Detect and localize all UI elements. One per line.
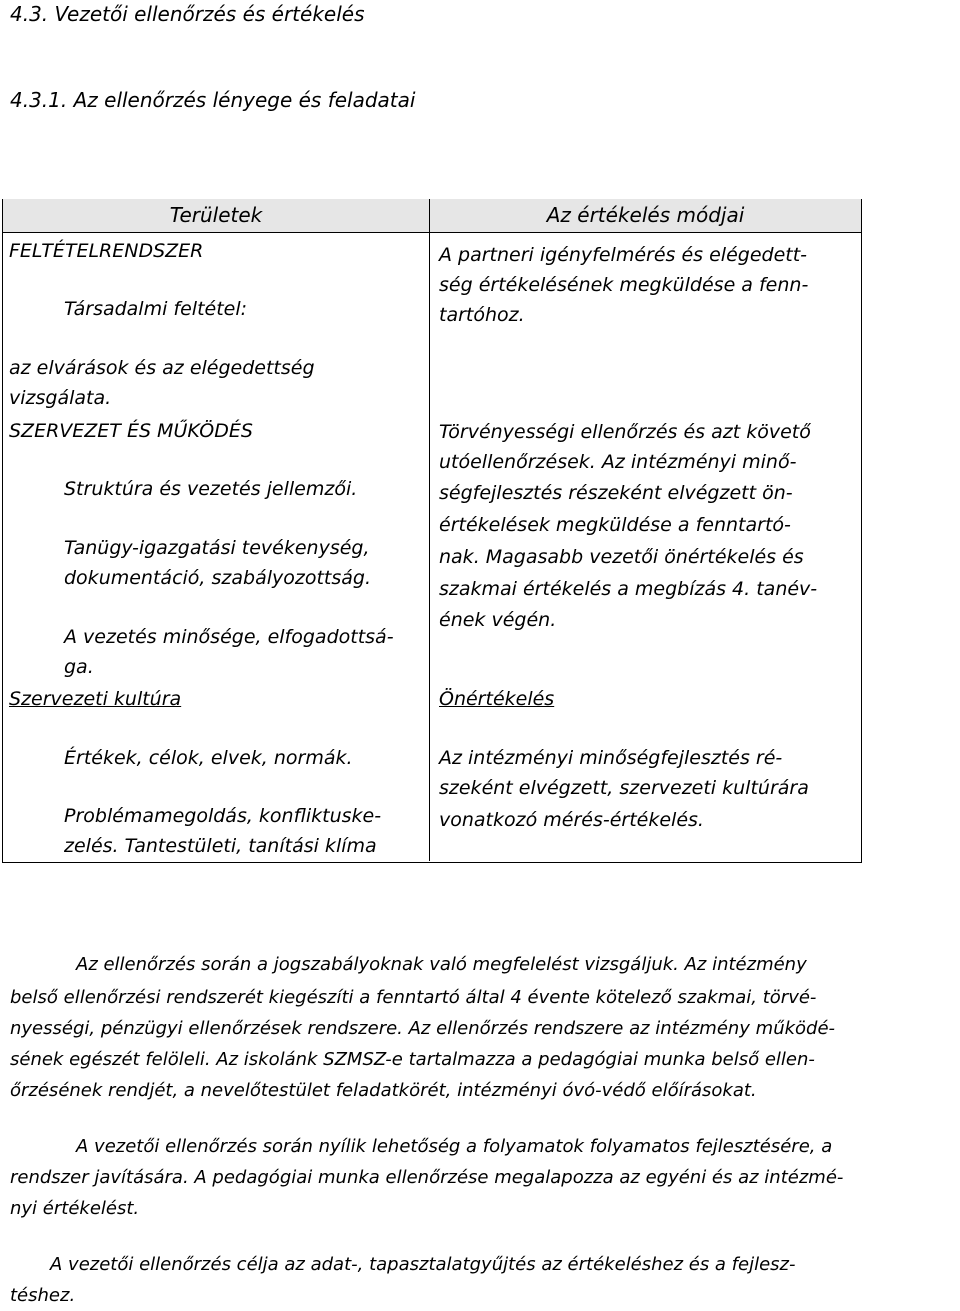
cell-ertekek: Értékek, célok, elvek, normák.	[64, 747, 353, 769]
paragraph-line: A vezetői ellenőrzés során nyílik lehetőség a folyamatok folyamatos fejlesztésére, a	[76, 1136, 833, 1157]
cell-problema-1: Problémamegoldás, konfliktuske-	[64, 805, 382, 827]
cell-szervezet: SZERVEZET ÉS MŰKÖDÉS	[9, 420, 253, 442]
cell-torveny-5: nak. Magasabb vezetői önértékelés és	[439, 546, 804, 568]
cell-vezetes-2: ga.	[64, 656, 94, 678]
paragraph-line: belső ellenőrzési rendszerét kiegészíti a fenntartó által 4 évente kötelező szakmai, törvé-	[10, 987, 817, 1008]
cell-struktura: Struktúra és vezetés jellemzői.	[64, 478, 358, 500]
cell-tanugy-2: dokumentáció, szabályozottság.	[64, 567, 371, 589]
cell-intezmenyi-1: Az intézményi minőségfejlesztés ré-	[439, 747, 783, 769]
cell-torveny-2: utóellenőrzések. Az intézményi minő-	[439, 451, 797, 473]
section-heading: 4.3. Vezetői ellenőrzés és értékelés	[10, 2, 365, 26]
cell-elvarasok-2: vizsgálata.	[9, 387, 112, 409]
cell-partneri-1: A partneri igényfelmérés és elégedett-	[439, 244, 808, 266]
paragraph-line: nyességi, pénzügyi ellenőrzések rendszere. Az ellenőrzés rendszere az intézmény működé-	[10, 1018, 836, 1039]
cell-onertekeles: Önértékelés	[439, 688, 555, 710]
paragraph-line: Az ellenőrzés során a jogszabályoknak való megfelelést vizsgáljuk. Az intézmény	[76, 954, 807, 975]
subsection-heading: 4.3.1. Az ellenőrzés lényege és feladatai	[10, 88, 416, 112]
table-header-right: Az értékelés módjai	[430, 199, 861, 233]
cell-tanugy-1: Tanügy-igazgatási tevékenység,	[64, 537, 370, 559]
paragraph-line: A vezetői ellenőrzés célja az adat-, tapasztalatgyűjtés az értékeléshez és a fejlesz-	[50, 1254, 796, 1275]
cell-torveny-4: értékelések megküldése a fenntartó-	[439, 514, 791, 536]
cell-intezmenyi-3: vonatkozó mérés-értékelés.	[439, 809, 704, 831]
cell-intezmenyi-2: szeként elvégzett, szervezeti kultúrára	[439, 777, 809, 799]
cell-partneri-3: tartóhoz.	[439, 304, 525, 326]
paragraph-line: őrzésének rendjét, a nevelőtestület feladatkörét, intézményi óvó-védő előírásokat.	[10, 1080, 757, 1101]
cell-tarsadalmi: Társadalmi feltétel:	[64, 298, 248, 320]
paragraph-line: sének egészét felöleli. Az iskolánk SZMSZ-e tartalmazza a pedagógiai munka belső ellen-	[10, 1049, 815, 1070]
cell-torveny-1: Törvényességi ellenőrzés és azt követő	[439, 421, 811, 443]
cell-vezetes-1: A vezetés minősége, elfogadottsá-	[64, 626, 394, 648]
paragraph-line: nyi értékelést.	[10, 1198, 140, 1219]
paragraph-line: rendszer javítására. A pedagógiai munka ellenőrzése megalapozza az egyéni és az intézmé-	[10, 1167, 844, 1188]
cell-kultura: Szervezeti kultúra	[9, 688, 182, 710]
cell-partneri-2: ség értékelésének megküldése a fenn-	[439, 274, 809, 296]
cell-elvarasok-1: az elvárások és az elégedettség	[9, 357, 315, 379]
cell-torveny-6: szakmai értékelés a megbízás 4. tanév-	[439, 578, 818, 600]
cell-torveny-3: ségfejlesztés részeként elvégzett ön-	[439, 482, 793, 504]
paragraph-line: téshez.	[10, 1285, 76, 1306]
cell-problema-2: zelés. Tantestületi, tanítási klíma	[64, 835, 377, 857]
cell-torveny-7: ének végén.	[439, 609, 557, 631]
cell-felteltelrendszer: FELTÉTELRENDSZER	[9, 240, 204, 262]
table-header-left: Területek	[3, 199, 429, 233]
column-divider	[429, 199, 430, 861]
